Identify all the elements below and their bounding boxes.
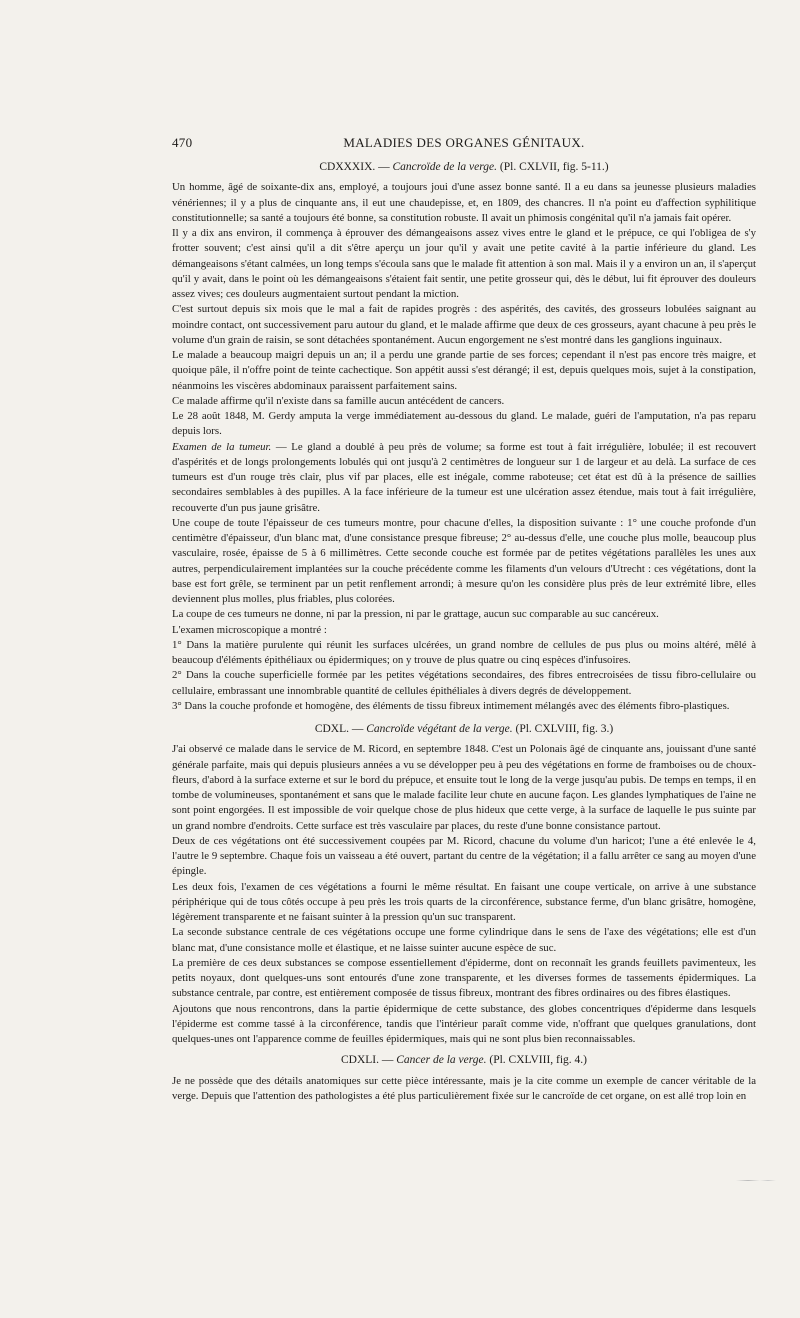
paragraph: Deux de ces végétations ont été successivement coupées par M. Ricord, chacune du volume d'un haricot; l'une a été enlevée le 4, l'autre le 9 septembre. Chaque fois un vaisseau a été ouvert, partant du centre de la végétation; il a fallu arrêter ce sang au moyen d'une épingle. [172,834,756,878]
paragraph: 2° Dans la couche superficielle formée par les petites végétations secondaires, des fibres entrecroisées de tissu fibro-cellulaire ou cellulaire, embrassant une innombrable quantité de cellules épithéliales à divers degrés de développement. [172,669,756,697]
paragraph: Le 28 août 1848, M. Gerdy amputa la verge immédiatement au-dessous du gland. Le malade, guéri de l'amputation, n'a pas reparu depuis lors. [172,410,756,438]
heading-plate-ref: (Pl. CXLVIII, fig. 4.) [489,1054,588,1067]
paragraph: Il y a dix ans environ, il commença à éprouver des démangeaisons assez vives entre le gland et le prépuce, ce qui l'obligea de s'y frotter souvent; c'est ainsi qu'il a dit s'être aperçu un jour qu'il y avait une petite cavité à la partie inférieure du gland. Les démangeaisons s'étant calmées, un long temps s'écoula sans que le malade fit attention à son mal. Mais il y a environ un an, il s'aperçut qu'il y avait, dans le point où les démangeaisons s'étaient fait sentir, une petite grosseur qui, dès le début, lui fit éprouver des douleurs assez vives; ces douleurs augmentaient surtout pendant la miction. [172,227,756,300]
paragraph: J'ai observé ce malade dans le service de M. Ricord, en septembre 1848. C'est un Polonais âgé de cinquante ans, jouissant d'une santé générale parfaite, mais qui depuis plusieurs années a vu se développer peu à peu des végétations en forme de framboises ou de choux-fleurs, d'abord à la surface externe et sur le bord du prépuce, et ensuite tout le long de la verge jusqu'au pubis. De temps en temps, il en tombe de volumineuses, spontanément et sans que le malade facilite leur chute en aucune façon. Les glandes lymphatiques de l'aine ne sont point engorgées. Il est impossible de voir quelque chose de plus hideux que cette verge, à la surface de laquelle le pus suinte par un grand nombre d'endroits. Cette surface est très vasculaire par places, du reste d'une bonne consistance partout. [172,743,756,832]
paragraph-examen [172,440,756,516]
paragraph: L'examen microscopique a montré : [172,623,327,636]
examen-label: Examen de la tumeur. [172,440,272,453]
running-title: MALADIES DES ORGANES GÉNITAUX. [343,135,585,150]
paragraph: Un homme, âgé de soixante-dix ans, employé, a toujours joui d'une assez bonne santé. Il a eu dans sa jeunesse plusieurs maladies vénériennes; il y a plus de cinquante ans, il eut une chaudepisse, et, en 1809, des chancres. Il n'a point eu d'affection syphilitique constitutionnelle; sa santé a toujours été bonne, sa constitution robuste. Il avait un phimosis congénital qu'il n'a jamais fait opérer. [172,181,756,224]
paragraph: Ajoutons que nous rencontrons, dans la partie épidermique de cette substance, des globes concentriques d'épiderme dans lesquels l'épiderme est comme tassé à la circonférence, tandis que l'intérieur paraît comme vide, n'offrant que quelques granulations, dont quelques-unes ont l'apparence comme de feuilles épidermiques, mais qui ne sont plus bien reconnaissables. [172,1002,756,1045]
paragraph: La coupe de ces tumeurs ne donne, ni par la pression, ni par le grattage, aucun suc comparable au suc cancéreux. [172,608,659,621]
paragraph: C'est surtout depuis six mois que le mal a fait de rapides progrès : des aspérités, des cavités, des grosseurs lobulées saignant au moindre contact, ont successivement paru autour du gland, et le malade affirme que deux de ces grosseurs, ayant chacune à peu près le volume d'un grain de raisin, se sont détachées spontanément. Aucun engorgement ne s'est montré dans les ganglions inguinaux. [172,303,756,346]
case-heading-cdxl [172,722,756,737]
examen-text: — Le gland a doublé à peu près de volume; sa forme est tout à fait irrégulière, lobulée; il est recouvert d'aspérités et de longs prolongements lobulés qui ont jusqu'à 2 centimètres de longueur sur 1 de largeur et au delà. La surface de ces tumeurs est d'un rouge très clair, plus vif par places, elle est inégale, comme raboteuse; cet état est dû à la présence de saillies secondaires semblables à des pupilles. A la face inférieure de la tumeur est une ulcération assez étendue, mais tout à fait irrégulière, recouverte d'un pus jaune grisâtre. [172,440,756,514]
paper-mark [736,1180,776,1181]
heading-title: Cancroïde végétant de la verge. [366,723,513,735]
paragraph: La seconde substance centrale de ces végétations occupe une forme cylindrique dans le sens de l'axe des végétations; elle est d'un blanc mat, d'une consistance molle et élastique, et ne laisse suinter aucune espèce de suc. [172,926,756,954]
body-text [172,160,756,1104]
running-head [172,135,756,153]
paragraph: 3° Dans la couche profonde et homogène, des éléments de tissu fibreux intimement mélangés avec des éléments fibro-plastiques. [172,699,730,712]
heading-title: Cancroïde de la verge. [392,161,498,173]
paragraph: Ce malade affirme qu'il n'existe dans sa famille aucun antécédent de cancers. [172,394,505,407]
case-heading-cdxli [172,1053,756,1068]
heading-plate-ref: (Pl. CXLVII, fig. 5-11.) [499,161,609,173]
page-number: 470 [172,135,193,150]
heading-number: CDXLI. — [340,1054,394,1067]
case-heading-cdxxxix [172,160,756,175]
paragraph: Le malade a beaucoup maigri depuis un an; il a perdu une grande partie de ses forces; cependant il n'est pas encore très maigre, et quoique pâle, il n'offre point de teinte cachectique. Son appétit aussi s'est dérangé; il est, depuis quelques mois, sujet à la constipation, néanmoins les viscères abdominaux paraissent parfaitement sains. [172,349,756,392]
paragraph: La première de ces deux substances se compose essentiellement d'épiderme, dont on reconnaît les grands feuillets pavimenteux, les petits noyaux, dont quelques-uns sont entourés d'une zone transparente, et les diverses formes de tassements épidermiques. La substance centrale, par contre, est entièrement composée de tissus fibreux, montrant des fibres ordinaires ou des fibres élastiques. [172,956,756,1000]
heading-title: Cancer de la verge. [396,1054,487,1067]
heading-plate-ref: (Pl. CXLVIII, fig. 3.) [515,723,614,735]
heading-number: CDXXXIX. — [319,161,390,173]
paragraph: Une coupe de toute l'épaisseur de ces tumeurs montre, pour chacune d'elles, la disposition suivante : 1° une couche profonde d'un centimètre d'épaisseur, d'un blanc mat, d'une consistance presque fibreuse; 2° au-dessus d'elle, une couche plus molle, beaucoup plus vasculaire, rosée, épaisse de 5 à 6 millimètres. Cette seconde couche est formée par de petites végétations parallèles les unes aux autres, perpendiculairement implantées sur la couche précédente comme les filaments d'un velours d'Utrecht : ces végétations, dont la base est fort grêle, se terminent par un petit renflement arrondi; à mesure qu'on les considère plus près de leur extrémité libre, elles deviennent plus molles, plus friables, plus colorées. [172,516,756,605]
paragraph: Les deux fois, l'examen de ces végétations a fourni le même résultat. En faisant une coupe verticale, on arrive à une substance périphérique qui de tous côtés occupe à peu près les trois quarts de la circonférence, substance ferme, d'un blanc grisâtre, homogène, légèrement transparente et ne faisant suinter à la pression qu'un suc transparent. [172,880,756,923]
heading-number: CDXL. — [314,723,364,735]
paragraph: Je ne possède que des détails anatomiques sur cette pièce intéressante, mais je la cite comme un exemple de cancer véritable de la verge. Depuis que l'attention des pathologistes a été plus particulièrement fixée sur le cancroïde de cet organe, on est allé trop loin en [172,1074,756,1102]
paragraph: 1° Dans la matière purulente qui réunit les surfaces ulcérées, un grand nombre de cellules de pus plus ou moins altéré, mêlé à beaucoup d'éléments épithéliaux ou épidermiques; on y trouve de plus quatre ou cinq espèces d'infusoires. [172,638,756,666]
